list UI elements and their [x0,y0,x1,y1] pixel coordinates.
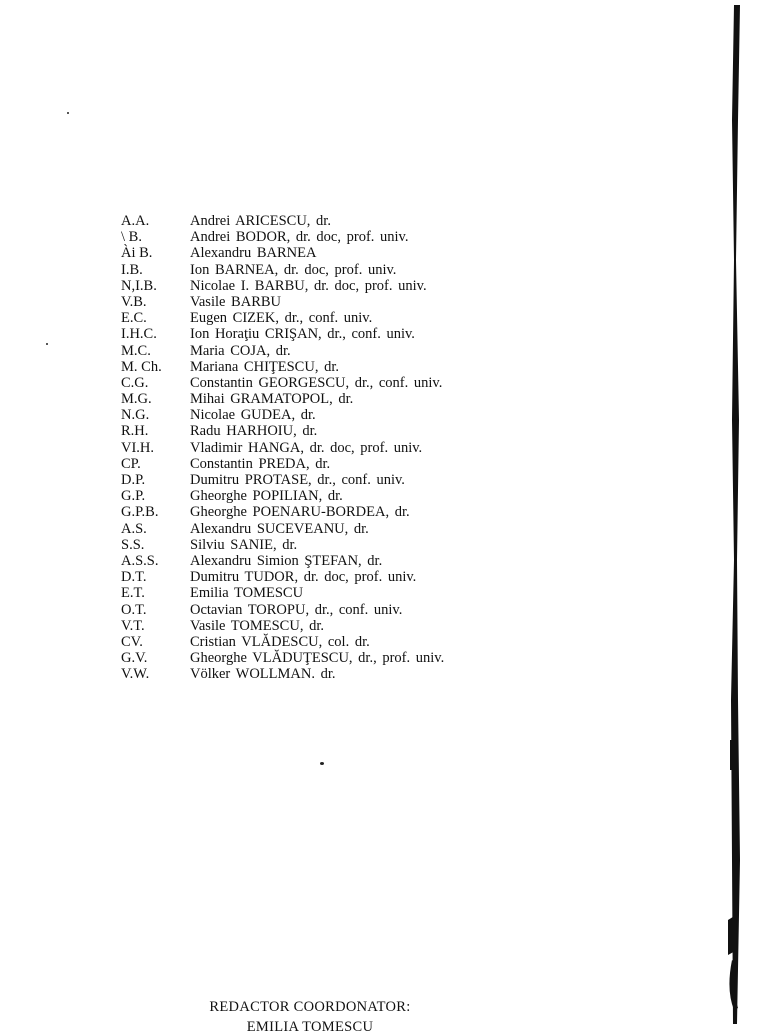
author-abbreviation: N,I.B. [121,277,157,294]
author-name: Mariana CHIŢESCU, dr. [190,358,339,375]
editor-heading: REDACTOR COORDONATOR: [209,999,411,1015]
author-name: Alexandru BARNEA [190,245,317,262]
author-entry [121,488,541,504]
author-name: Constantin GEORGESCU, dr., conf. univ. [190,374,443,391]
author-abbreviation: O.T. [121,601,147,618]
author-abbreviation: N.G. [121,407,150,424]
scan-speck [320,762,324,765]
author-abbreviation: S.S. [121,536,145,553]
author-abbreviation: I.H.C. [121,326,157,343]
author-name: Alexandru SUCEVEANU, dr. [190,520,369,537]
author-name: Dumitru PROTASE, dr., conf. univ. [190,472,405,488]
author-name: Eugen CIZEK, dr., conf. univ. [190,310,373,327]
author-abbreviation: G.P. [121,488,146,505]
author-name: Emilia TOMESCU [190,585,304,602]
author-abbreviation: V.W. [121,666,150,683]
author-abbreviation: V.T. [121,617,145,634]
scan-speck [67,112,69,114]
author-name: Maria COJA, dr. [190,342,291,359]
author-entry [121,666,541,682]
author-entry [121,585,541,601]
author-abbreviation: D.T. [121,569,147,586]
author-abbreviation: A.S.S. [121,552,159,569]
author-name: Gheorghe VLĂDUŢESCU, dr., prof. univ. [190,650,445,667]
author-name: Völker WOLLMAN. dr. [190,666,336,683]
scan-binding-edge [728,0,768,1024]
author-name: Ion Horaţiu CRIŞAN, dr., conf. univ. [190,326,415,343]
author-abbreviation: E.T. [121,585,145,602]
author-entry [121,440,541,456]
author-name: Vladimir HANGA, dr. doc, prof. univ. [190,439,423,456]
author-name: Nicolae I. BARBU, dr. doc, prof. univ. [190,277,427,294]
author-entry [121,375,541,391]
author-entry [121,456,541,472]
author-abbreviation: G.V. [121,650,148,667]
author-entry [121,310,541,326]
author-entry [121,504,541,520]
author-name: Dumitru TUDOR, dr. doc, prof. univ. [190,569,417,586]
author-name: Constantin PREDA, dr. [190,455,331,472]
author-entry [121,634,541,650]
author-name: Mihai GRAMATOPOL, dr. [190,391,354,408]
author-entry [121,553,541,569]
author-name: Silviu SANIE, dr. [190,536,298,553]
author-entry [121,213,541,229]
author-name: Cristian VLĂDESCU, col. dr. [190,633,370,650]
author-entry [121,278,541,294]
author-entry [121,602,541,618]
editor-name: EMILIA TOMESCU [246,1019,374,1035]
author-name: Alexandru Simion ŞTEFAN, dr. [190,552,383,569]
scan-speck [46,343,48,345]
author-entry [121,650,541,666]
author-abbreviation: G.P.B. [121,504,159,521]
author-abbreviation: C.G. [121,374,149,391]
author-abbreviation: M.G. [121,391,152,408]
author-entry [121,391,541,407]
author-entry [121,521,541,537]
author-entry [121,618,541,634]
author-name: Gheorghe POPILIAN, dr. [190,488,343,505]
author-entry [121,569,541,585]
author-abbreviation: M.C. [121,342,151,359]
author-abbreviation: \ B. [121,229,142,246]
author-entry [121,472,541,488]
author-abbreviation: CP. [121,455,141,472]
author-entry [121,343,541,359]
author-name: Vasile TOMESCU, dr. [190,617,324,634]
author-name: Andrei BODOR, dr. doc, prof. univ. [190,229,409,246]
author-name: Vasile BARBU [190,293,282,310]
author-name: Andrei ARICESCU, dr. [190,213,331,229]
author-abbreviation: VI.H. [121,439,155,456]
author-name: Nicolae GUDEA, dr. [190,407,316,424]
author-abbreviation: M. Ch. [121,358,162,375]
author-entry [121,359,541,375]
author-name: Gheorghe POENARU-BORDEA, dr. [190,504,410,521]
editor-credit [0,998,620,1036]
author-entry [121,245,541,261]
author-abbreviation: D.P. [121,472,146,488]
author-abbreviation: CV. [121,633,143,650]
author-abbreviation: Ài B. [121,245,153,262]
author-abbreviation: E.C. [121,310,147,327]
author-list [121,213,541,682]
author-name: Ion BARNEA, dr. doc, prof. univ. [190,261,397,278]
author-entry [121,326,541,342]
author-abbreviation: I.B. [121,261,143,278]
author-abbreviation: V.B. [121,293,147,310]
author-name: Octavian TOROPU, dr., conf. univ. [190,601,403,618]
author-abbreviation: R.H. [121,423,149,440]
author-entry [121,294,541,310]
author-entry [121,423,541,439]
author-abbreviation: A.A. [121,213,150,229]
author-entry [121,407,541,423]
author-entry [121,537,541,553]
author-name: Radu HARHOIU, dr. [190,423,318,440]
author-entry [121,229,541,245]
author-abbreviation: A.S. [121,520,147,537]
author-entry [121,262,541,278]
